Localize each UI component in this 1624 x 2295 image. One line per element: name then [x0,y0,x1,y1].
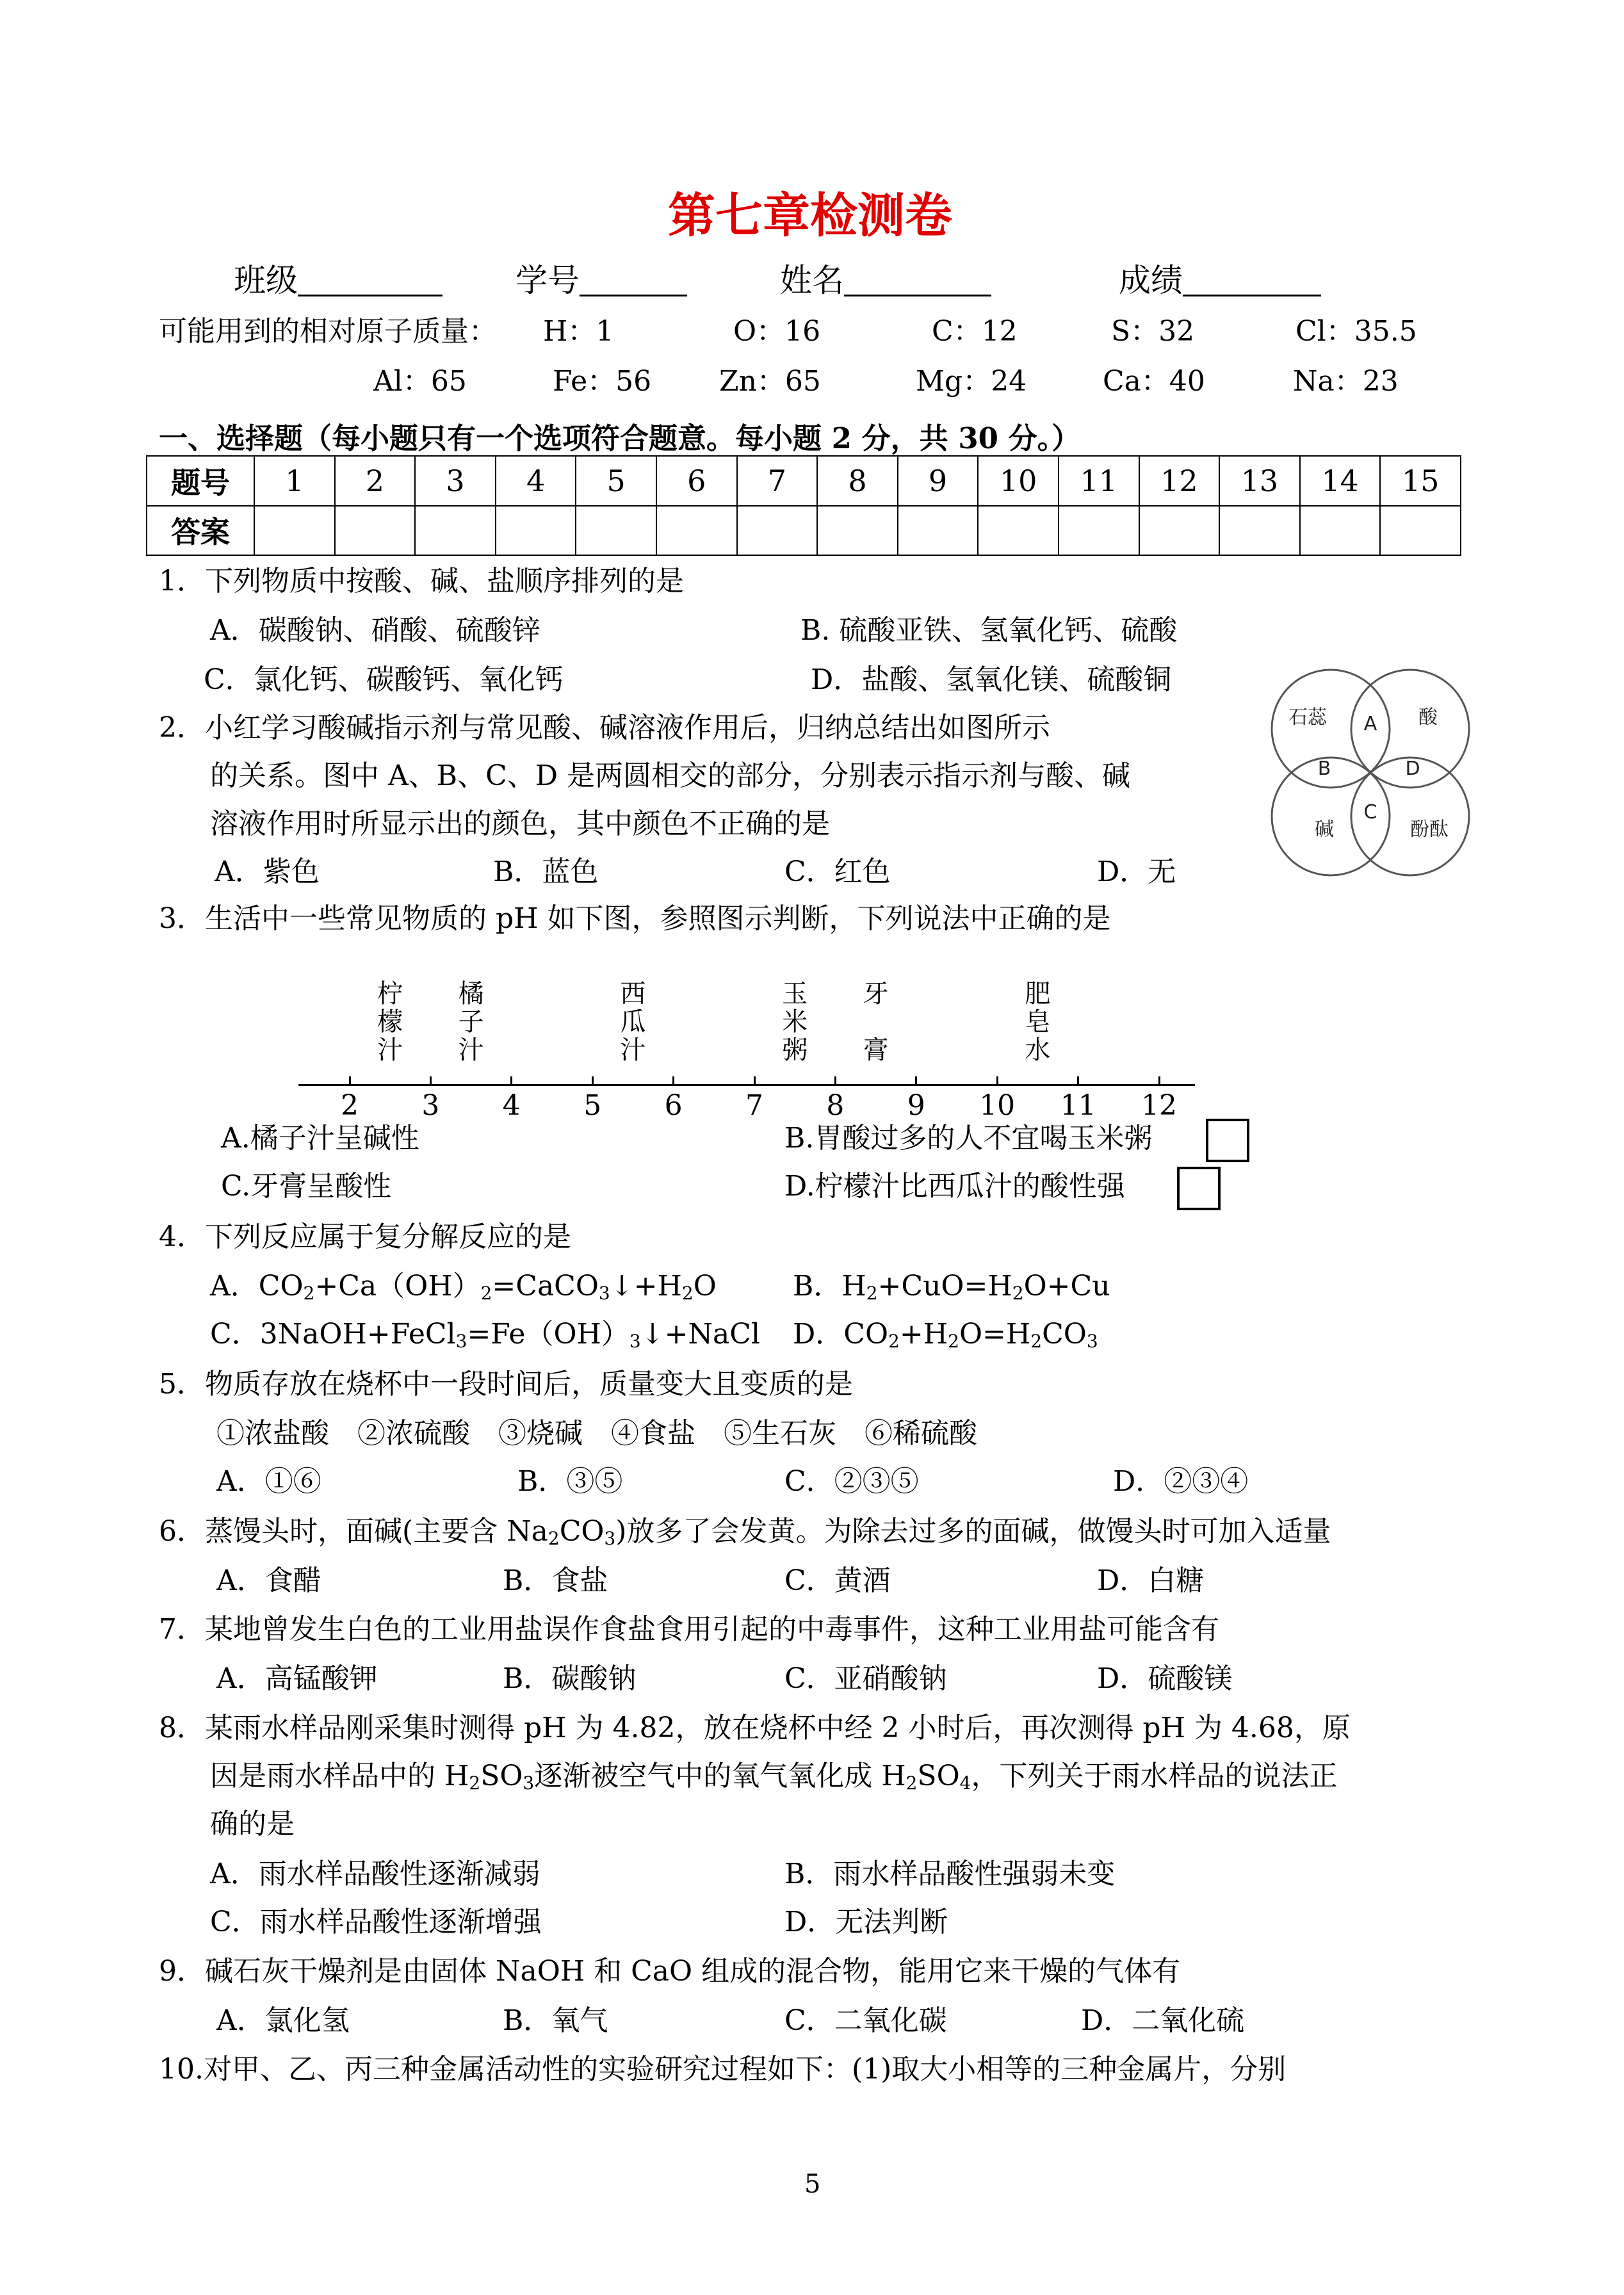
ph-item-label: 米 [782,1007,808,1037]
page-number: 5 [804,2169,821,2199]
ph-tick-mark [1158,1076,1160,1084]
answer-box[interactable] [1206,1119,1249,1162]
ph-tick-label: 6 [664,1089,683,1122]
ph-item-label: 水 [1025,1035,1051,1065]
ph-tick-label: 5 [583,1089,602,1122]
answer-cell[interactable] [978,506,1059,556]
name-field[interactable] [780,262,991,299]
question-number: 10 [978,456,1059,506]
atomic-mass-ca: Ca：40 [1103,365,1205,398]
q8-option-c: C．雨水样品酸性逐渐增强 [210,1906,542,1938]
venn-region-d: D [1405,758,1420,780]
ph-tick-mark [754,1076,756,1084]
question-number: 8 [817,456,898,506]
ph-item-label: 肥 [1025,979,1051,1009]
ph-item-label: 西 [620,979,646,1009]
atomic-mass-mg: Mg：24 [916,365,1027,398]
name-blank[interactable] [844,264,991,296]
q5-option-c: C．②③⑤ [784,1465,919,1498]
q5-stem: 5．物质存放在烧杯中一段时间后，质量变大且变质的是 [159,1368,853,1400]
ph-item-label: 柠 [377,979,403,1009]
question-number: 7 [737,456,818,506]
question-number: 14 [1300,456,1381,506]
venn-region-a: A [1363,713,1377,735]
ph-item-label: 子 [458,1007,484,1037]
number-row-label: 题号 [147,456,254,506]
answer-cell[interactable] [1139,506,1220,556]
indicator-venn-diagram [1255,660,1492,890]
q6-option-d: D．白糖 [1097,1564,1205,1597]
score-label: 成绩 [1119,262,1183,299]
q5-option-a: A．①⑥ [216,1465,321,1498]
q3-option-b: B.胃酸过多的人不宜喝玉米粥 [784,1122,1153,1155]
q6-option-a: A．食醋 [216,1564,321,1597]
q8-stem-line3: 确的是 [210,1808,295,1840]
score-field[interactable] [1119,262,1321,299]
answer-cell[interactable] [898,506,978,556]
q8-stem-line1: 8．某雨水样品刚采集时测得 pH 为 4.82，放在烧杯中经 2 小时后，再次测得 pH 为 4.68，原 [159,1712,1351,1744]
answer-cell[interactable] [1300,506,1381,556]
question-number: 1 [254,456,335,506]
question-number: 15 [1380,456,1461,506]
ph-item-label: 皂 [1025,1007,1051,1037]
q2-option-c: C．红色 [784,856,891,888]
q3-stem: 3．生活中一些常见物质的 pH 如下图，参照图示判断，下列说法中正确的是 [159,902,1111,935]
question-number: 3 [415,456,496,506]
q4-option-a: A．$CO_2+Ca(OH)_2=CaCO_3↓+H_2O$ [210,1270,717,1304]
atomic-mass-cl: Cl：35.5 [1295,315,1417,348]
ph-tick-mark [915,1076,917,1084]
q2-stem-line2: 的关系。图中 A、B、C、D 是两圆相交的部分，分别表示指示剂与酸、碱 [210,759,1131,792]
answer-cell[interactable] [817,506,898,556]
q6-option-c: C．黄酒 [784,1564,891,1597]
question-number: 13 [1219,456,1300,506]
answer-cell[interactable] [1059,506,1139,556]
ph-tick-mark [1077,1076,1079,1084]
venn-label-litmus: 石蕊 [1288,706,1327,729]
q9-option-d: D．二氧化硫 [1081,2004,1245,2037]
q9-option-b: B．氧气 [503,2004,608,2037]
q8-option-d: D．无法判断 [784,1906,948,1938]
atomic-mass-o: O：16 [733,315,821,348]
q9-option-a: A．氯化氢 [216,2004,350,2037]
answer-cell[interactable] [254,506,335,556]
class-label: 班级 [234,262,298,299]
ph-tick-label: 7 [745,1089,763,1122]
q1-option-b: B. 硫酸亚铁、氢氧化钙、硫酸 [800,614,1178,647]
answer-cell[interactable] [335,506,416,556]
q7-option-b: B．碳酸钠 [503,1662,637,1695]
ph-tick-mark [592,1076,594,1084]
ph-item-label: 汁 [620,1035,646,1065]
answer-cell[interactable] [1219,506,1300,556]
q1-stem: 1．下列物质中按酸、碱、盐顺序排列的是 [159,565,684,597]
q4-option-d: D．$CO_2+H_2O=H_2CO_3$ [793,1318,1098,1352]
q5-option-d: D．②③④ [1113,1465,1249,1498]
ph-tick-label: 3 [421,1089,440,1122]
q4-stem: 4．下列反应属于复分解反应的是 [159,1220,571,1253]
question-number: 4 [496,456,576,506]
ph-tick-label: 4 [502,1089,521,1122]
q10-stem: 10.对甲、乙、丙三种金属活动性的实验研究过程如下：(1)取大小相等的三种金属片，分别 [159,2053,1287,2086]
ph-tick-mark [672,1076,674,1084]
venn-label-base: 碱 [1315,818,1334,841]
q7-stem: 7．某地曾发生白色的工业用盐误作食盐食用引起的中毒事件，这种工业用盐可能含有 [159,1613,1219,1646]
answer-cell[interactable] [415,506,496,556]
ph-tick-mark [834,1076,836,1084]
ph-scale-axis [298,1084,1195,1086]
venn-label-phenolphthalein: 酚酞 [1410,818,1449,841]
ph-item-label: 膏 [863,1035,889,1065]
answer-row-label: 答案 [147,506,254,556]
question-number: 5 [576,456,656,506]
answer-table-number-row [147,456,1461,506]
q3-option-c: C.牙膏呈酸性 [221,1170,392,1203]
venn-label-acid: 酸 [1418,706,1438,729]
answer-cell[interactable] [576,506,656,556]
ph-tick-label: 12 [1141,1089,1177,1122]
q1-option-d: D．盐酸、氢氧化镁、硫酸铜 [811,663,1172,696]
class-field[interactable] [234,262,443,299]
q2-option-a: A．紫色 [215,856,320,888]
question-number: 2 [335,456,416,506]
q2-option-d: D．无 [1097,856,1176,888]
name-label: 姓名 [780,262,844,299]
venn-region-b: B [1317,758,1331,780]
ph-tick-mark [996,1076,998,1084]
q7-option-c: C．亚硝酸钠 [784,1662,947,1695]
answer-table [146,455,1461,556]
ph-tick-label: 8 [826,1089,845,1122]
q9-option-c: C．二氧化碳 [784,2004,947,2037]
q4-option-c: C．$3NaOH+FeCl_3=Fe(OH)_3↓+NaCl$ [210,1318,760,1352]
q8-option-b: B．雨水样品酸性强弱未变 [784,1858,1116,1890]
atomic-mass-c: C：12 [932,315,1018,348]
score-blank[interactable] [1183,264,1321,296]
atomic-mass-fe: Fe：56 [553,365,652,398]
q3-option-d: D.柠檬汁比西瓜汁的酸性强 [784,1170,1125,1203]
atomic-mass-s: S：32 [1111,315,1195,348]
page-title: 第七章检测卷 [668,188,952,243]
ph-tick-label: 9 [907,1089,925,1122]
q2-stem-line1: 2．小红学习酸碱指示剂与常见酸、碱溶液作用后，归纳总结出如图所示 [159,711,1050,744]
q7-option-d: D．硫酸镁 [1097,1662,1233,1695]
atomic-mass-al: Al：65 [373,365,467,398]
answer-box[interactable] [1177,1167,1221,1210]
ph-tick-label: 11 [1060,1089,1096,1122]
q5-items: ①浓盐酸 ②浓硫酸 ③烧碱 ④食盐 ⑤生石灰 ⑥稀硫酸 [216,1417,977,1450]
ph-item-label: 汁 [377,1035,403,1065]
ph-tick-mark [430,1076,432,1084]
ph-item-label: 檬 [377,1007,403,1037]
q3-option-a: A.橘子汁呈碱性 [221,1122,419,1155]
question-number: 11 [1059,456,1139,506]
question-number: 12 [1139,456,1220,506]
q5-option-b: B．③⑤ [517,1465,623,1498]
answer-cell[interactable] [496,506,576,556]
ph-tick-label: 2 [341,1089,359,1122]
question-number: 6 [656,456,737,506]
atomic-mass-zn: Zn：65 [719,365,821,398]
q8-stem-line2: 因是雨水样品中的 $H_2SO_3$逐渐被空气中的氧气氧化成 $H_2SO_4$，下列关于雨水样品的说法正 [210,1760,1338,1794]
answer-cell[interactable] [737,506,818,556]
q1-option-c: C．氯化钙、碳酸钙、氧化钙 [204,663,564,696]
ph-item-label: 玉 [782,979,808,1009]
ph-item-label: 瓜 [620,1007,646,1037]
q2-option-b: B．蓝色 [493,856,599,888]
class-blank[interactable] [298,264,443,296]
question-number: 9 [898,456,978,506]
answer-cell[interactable] [1380,506,1461,556]
q2-stem-line3: 溶液作用时所显示出的颜色，其中颜色不正确的是 [210,807,830,840]
section-heading: 一、选择题（每小题只有一个选项符合题意。每小题 2 分，共 30 分。） [159,421,1081,455]
ph-tick-mark [349,1076,351,1084]
student-id-field[interactable] [516,262,687,299]
ph-item-label: 橘 [458,979,484,1009]
q8-option-a: A．雨水样品酸性逐渐减弱 [210,1858,540,1890]
ph-tick-mark [510,1076,512,1084]
atomic-mass-na: Na：23 [1293,365,1399,398]
ph-item-label: 汁 [458,1035,484,1065]
q6-option-b: B．食盐 [503,1564,608,1597]
atomic-mass-intro: 可能用到的相对原子质量： [159,315,497,348]
q9-stem: 9．碱石灰干燥剂是由固体 NaOH 和 CaO 组成的混合物，能用它来干燥的气体有 [159,1955,1181,1988]
ph-item-label: 粥 [782,1035,808,1065]
atomic-mass-h: H：1 [543,315,614,348]
q1-option-a: A．碳酸钠、硝酸、硫酸锌 [210,614,540,647]
ph-item-label: 牙 [863,979,889,1009]
q4-option-b: B．$H_2+CuO=H_2O+Cu$ [793,1270,1110,1304]
venn-region-c: C [1363,801,1377,823]
student-id-blank[interactable] [580,264,687,296]
q6-stem: 6．蒸馒头时，面碱(主要含 $Na_2CO_3$)放多了会发黄。为除去过多的面碱，做馒头时可加入适量 [159,1515,1331,1549]
answer-cell[interactable] [656,506,737,556]
student-id-label: 学号 [516,262,580,299]
answer-table-answer-row [147,506,1461,556]
ph-tick-label: 10 [979,1089,1016,1122]
q7-option-a: A．高锰酸钾 [216,1662,378,1695]
